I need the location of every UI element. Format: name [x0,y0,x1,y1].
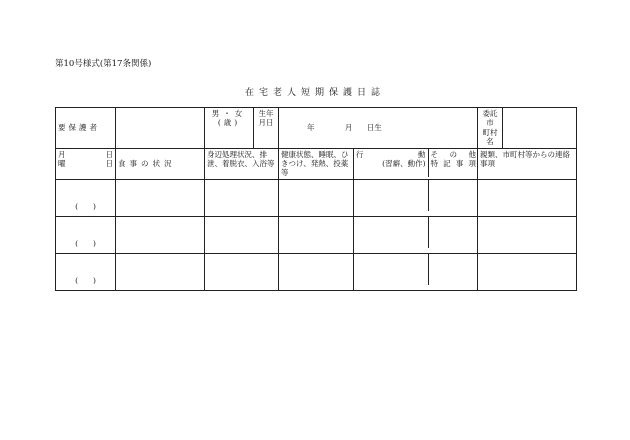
weekday-placeholder: ( ) [75,276,96,286]
municipality-label-1: 委託市 [482,109,498,128]
remarks-label-4: 項 [468,158,476,168]
remarks-label-2: 記 [443,158,451,168]
sex-label: 男・女 [211,109,247,118]
action-header [356,150,426,159]
personal-care-header: 身辺処理状況、排泄、着脱衣、入浴等 [207,149,275,168]
contact-header: 親類、市町村等からの連絡事項 [480,149,570,168]
other-header [431,150,477,159]
action-other-field[interactable] [354,216,478,253]
month-label: 月 [58,149,66,159]
weekday-placeholder: ( ) [75,239,96,249]
birth-label-cell [254,108,279,149]
personal-care-field[interactable] [205,179,279,216]
document-title: 在宅老人短期保護日誌 [244,88,385,98]
weekday-header [58,159,113,168]
birth-year-label: 年 [307,123,315,133]
date-header-cell [56,148,116,179]
day-cell[interactable] [56,179,116,216]
action-sub-label: (習癖、動作) [382,158,426,168]
remarks-label-1: 特 [430,158,438,168]
sex-age-cell[interactable] [205,108,254,149]
municipality-label-2: 町村名 [482,127,498,147]
personal-care-field[interactable] [205,216,279,253]
health-field[interactable] [279,179,354,216]
birth-date-field[interactable] [279,108,478,149]
table-row [56,179,577,216]
weekday-placeholder: ( ) [75,202,96,212]
day-cell[interactable] [56,216,116,253]
meal-field[interactable] [116,253,205,290]
other-label-1: そ [430,149,438,159]
care-person-label-cell [56,108,116,149]
other-label-3: 他 [468,149,476,159]
health-field[interactable] [279,253,354,290]
municipality-name-field[interactable] [503,108,577,149]
column-header-row [56,148,577,179]
contact-field[interactable] [478,216,577,253]
care-person-name-field[interactable] [116,108,205,149]
remarks-header [431,159,477,168]
day-label: 日 [105,149,113,159]
day-cell[interactable] [56,253,116,290]
health-header: 健康状態、睡眠、ひきつけ、発熱、投薬等 [281,149,349,178]
contact-field[interactable] [478,179,577,216]
birth-label-2: 月日 [258,118,274,128]
other-label-2: の [449,149,457,159]
age-label: (歳) [217,118,241,128]
weekday-day-label: 日 [105,158,113,168]
remarks-label-3: 事 [455,158,464,168]
personal-care-header-cell [205,148,279,179]
personal-care-field[interactable] [205,253,279,290]
action-other-field[interactable] [354,253,478,290]
meal-header-cell [116,148,205,179]
health-header-cell [279,148,354,179]
birth-label-1: 生年 [258,109,274,118]
form-number: 第10号様式(第17条関係) [55,59,152,69]
table-row [56,216,577,253]
meal-field[interactable] [116,216,205,253]
action-label-1: 行 [356,149,364,159]
table-row [56,253,577,290]
header-row [56,108,577,149]
care-log-table [55,107,577,291]
meal-field[interactable] [116,179,205,216]
birth-day-label: 日生 [366,123,382,133]
care-person-label: 要保護者 [58,123,100,133]
contact-header-cell [478,148,577,179]
health-field[interactable] [279,216,354,253]
birth-month-label: 月 [344,123,353,133]
meal-header: 食事の状況 [118,158,176,168]
month-day-header [58,150,113,159]
action-header-cell [354,148,478,179]
action-label-2: 動 [418,149,426,159]
weekday-label: 曜 [58,158,66,168]
municipality-label-cell [478,108,503,149]
action-other-field[interactable] [354,179,478,216]
contact-field[interactable] [478,253,577,290]
